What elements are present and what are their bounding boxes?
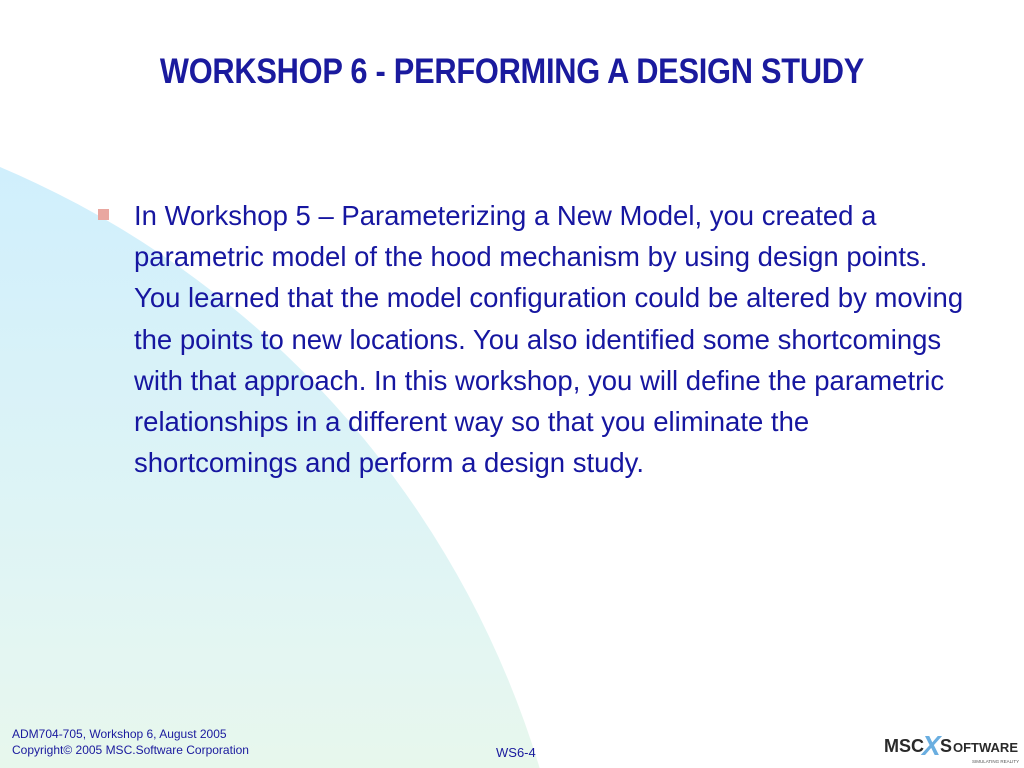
logo-x-mark: X [922, 730, 941, 761]
logo-software-initial: S [940, 736, 953, 756]
page-number: WS6-4 [496, 745, 536, 760]
logo-tagline: SIMULATING REALITY [972, 759, 1020, 764]
slide-body [98, 195, 978, 483]
msc-software-logo [880, 726, 1020, 766]
footer-copyright-line: Copyright© 2005 MSC.Software Corporation [12, 743, 249, 757]
footer-info [12, 726, 249, 758]
slide-title: WORKSHOP 6 - PERFORMING A DESIGN STUDY [159, 52, 865, 91]
bullet-item [98, 195, 978, 483]
logo-msc-text: MSC [884, 736, 924, 756]
footer-course-line: ADM704-705, Workshop 6, August 2005 [12, 727, 227, 741]
square-bullet-icon [98, 209, 109, 220]
logo-software-rest: OFTWARE [953, 740, 1018, 755]
bullet-text: In Workshop 5 – Parameterizing a New Model, you created a parametric model of the hood mechanism by using design points. You learned that the model configuration could be altered by moving the points to new locations. You also identified some shortcomings with that approach. In this workshop, you will define the parametric relationships in a different way so that you eliminate the shortcomings and perform a design study. [134, 200, 964, 479]
